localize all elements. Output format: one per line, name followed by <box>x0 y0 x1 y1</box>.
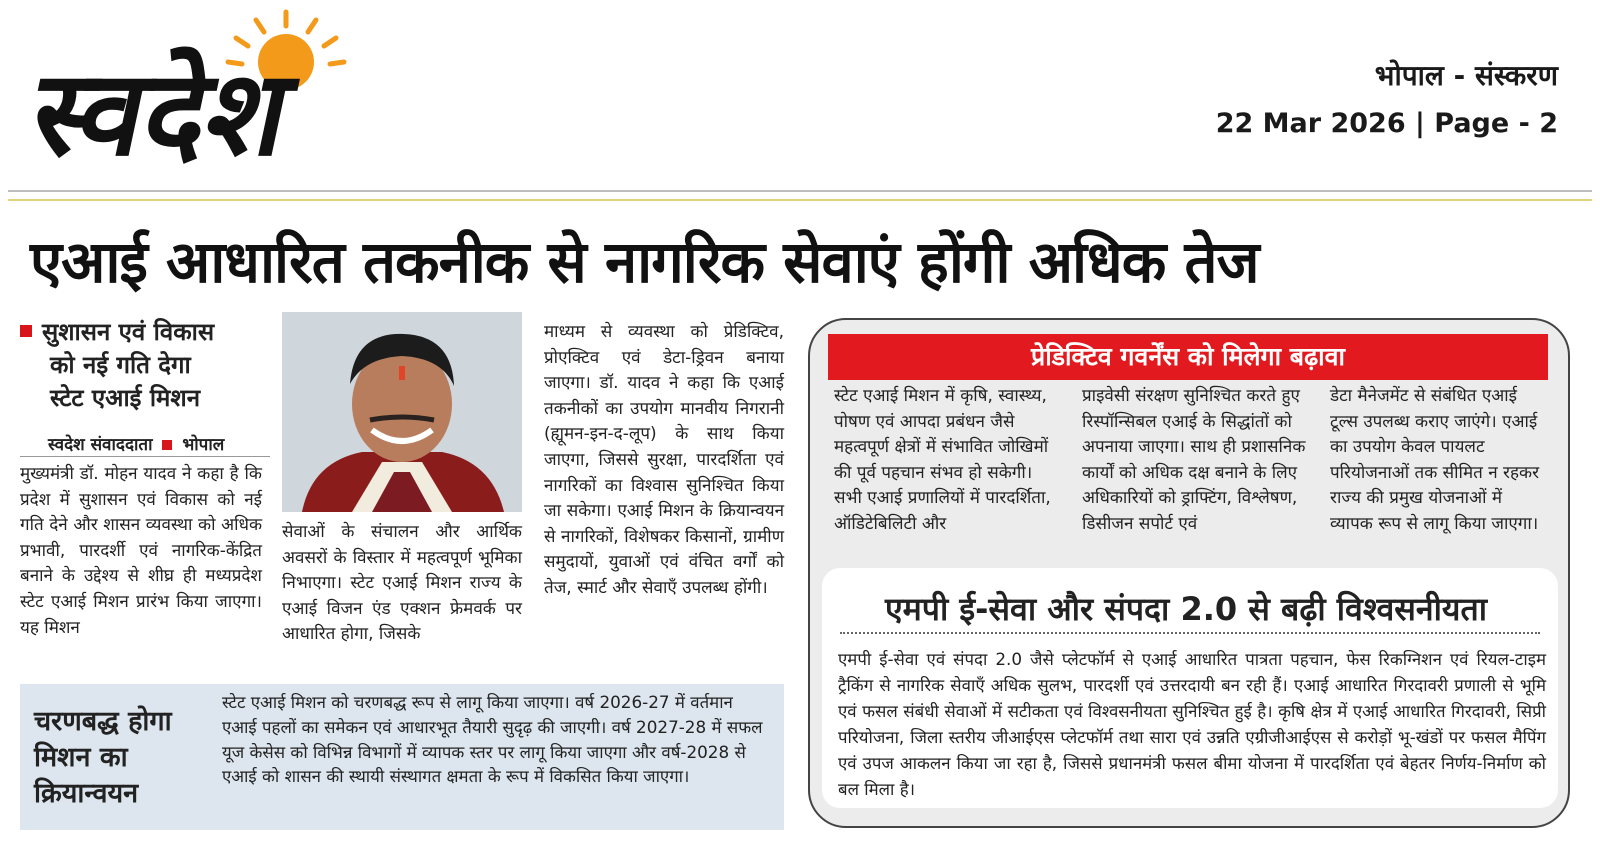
predictive-title: प्रेडिक्टिव गवर्नेंस को मिलेगा बढ़ावा <box>828 334 1548 380</box>
eseva-divider <box>840 632 1540 634</box>
edition-label: भोपाल - संस्करण <box>1374 59 1558 92</box>
predictive-column-1: स्टेट एआई मिशन में कृषि, स्वास्थ्य, पोषण एवं आपदा प्रबंधन जैसे महत्वपूर्ण क्षेत्रों में संभावित जोखिमों की पूर्व पहचान संभव हो सकेगी। सभी एआई प्रणालियों में पारदर्शिता, ऑडिटेबिलिटी और <box>834 386 1051 534</box>
article-column-3: माध्यम से व्यवस्था को प्रेडिक्टिव, प्रोएक्टिव एवं डेटा-ड्रिवन बनाया जाएगा। डॉ. यादव ने कहा कि एआई तकनीकों का उपयोग मानवीय निगरानी (ह्यूमन-इन-द-लूप) के साथ किया जाएगा, जिससे सुरक्षा, पारदर्शिता एवं नागरिकों का विश्वास सुनिश्चित किया जा सकेगा। एआई मिशन के क्रियान्वयन से नागरिकों, विशेषकर किसानों, ग्रामीण समुदायों, युवाओं एवं वंचित वर्गों को तेज, स्मार्ट और सेवाएँ उपलब्ध होंगी। <box>544 322 784 598</box>
eseva-text: एमपी ई-सेवा एवं संपदा 2.0 जैसे प्लेटफॉर्म से एआई आधारित पात्रता पहचान, फेस रिकग्निशन एवं रियल-टाइम ट्रैकिंग से नागरिक सेवाएँ अधिक सुलभ, पारदर्शी एवं उत्तरदायी बन रही हैं। एआई आधारित गिरदावरी प्रणाली से भूमि एवं फसल संबंधी सेवाओं में सटीकता एवं विश्वसनीयता सुनिश्चित हुई है। कृषि क्षेत्र में एआई आधारित गिरदावरी, सिप्री परियोजना, जिला स्तरीय जीआईएस प्लेटफॉर्म तथा सारा एवं उन्नति एग्रीजीआईएस से करोड़ों भू-खंडों पर फसल मैपिंग एवं उपज आकलन किया जा रहा है, जिससे प्रधानमंत्री फसल बीमा योजना में पारदर्शिता एवं बेहतर निर्णय-निर्माण को बल मिला है। <box>838 649 1546 799</box>
logo-wordmark: स्वदेश <box>24 45 304 183</box>
byline-reporter: स्वदेश संवाददाता <box>48 435 153 455</box>
dateline: 22 Mar 2026 | Page - 2 <box>1215 108 1558 139</box>
masthead <box>0 0 1600 190</box>
article-column-1: मुख्यमंत्री डॉ. मोहन यादव ने कहा है कि प्रदेश में सुशासन एवं विकास को नई गति देने और शासन व्यवस्था को अधिक प्रभावी, पारदर्शी एवं नागरिक-केंद्रित बनाने के उद्देश्य से शीघ्र ही मध्यप्रदेश स्टेट एआई मिशन प्रारंभ किया जाएगा। यह मिशन <box>20 464 262 638</box>
byline-divider <box>20 456 270 457</box>
article-column-2: सेवाओं के संचालन और आर्थिक अवसरों के विस्तार में महत्वपूर्ण भूमिका निभाएगा। स्टेट एआई मिशन राज्य के एआई विजन एंड एक्शन फ्रेमवर्क पर आधारित होगा, जिसके <box>282 522 522 645</box>
byline <box>48 432 224 455</box>
eseva-title: एमपी ई-सेवा और संपदा 2.0 से बढ़ी विश्वसनीयता <box>884 590 1488 628</box>
page-headline: एआई आधारित तकनीक से नागरिक सेवाएं होंगी अधिक तेज <box>30 228 1259 296</box>
newspaper-logo <box>24 4 524 188</box>
phase-box-text: स्टेट एआई मिशन को चरणबद्ध रूप से लागू किया जाएगा। वर्ष 2026-27 में वर्तमान एआई पहलों का समेकन एवं आधारभूत तैयारी सुदृढ़ की जाएगी। वर्ष 2027-28 में सफल यूज केसेस को विभिन्न विभागों में व्यापक स्तर पर लागू किया जाएगा और वर्ष-2028 से एआई को शासन की स्थायी संस्थागत क्षमता के रूप में विकसित किया जाएगा। <box>222 692 763 787</box>
sub-headline-line-2: को नई गति देगा <box>50 351 191 379</box>
portrait-photo <box>282 312 522 512</box>
sub-headline <box>20 316 270 415</box>
sub-headline-line-3: स्टेट एआई मिशन <box>50 384 201 412</box>
red-bullet-icon <box>20 325 32 337</box>
byline-place: भोपाल <box>182 435 225 455</box>
phase-box-title: चरणबद्ध होगा मिशन का क्रियान्वयन <box>34 706 172 809</box>
masthead-divider <box>8 190 1592 192</box>
sub-headline-line-1: सुशासन एवं विकास <box>20 318 214 346</box>
predictive-column-2: प्राइवेसी संरक्षण सुनिश्चित करते हुए रिस्पॉन्सिबल एआई के सिद्धांतों को अपनाया जाएगा। साथ ही प्रशासनिक कार्यों को अधिक दक्ष बनाने के लिए अधिकारियों को ड्राफ्टिंग, विश्लेषण, डिसीजन सपोर्ट एवं <box>1082 386 1306 534</box>
predictive-column-3: डेटा मैनेजमेंट से संबंधित एआई टूल्स उपलब्ध कराए जाएंगे। एआई का उपयोग केवल पायलट परियोजनाओं तक सीमित न रहकर राज्य की प्रमुख योजनाओं में व्यापक रूप से लागू किया जाएगा। <box>1330 386 1540 534</box>
red-square-icon <box>162 440 172 450</box>
masthead-divider-accent <box>8 199 1592 201</box>
